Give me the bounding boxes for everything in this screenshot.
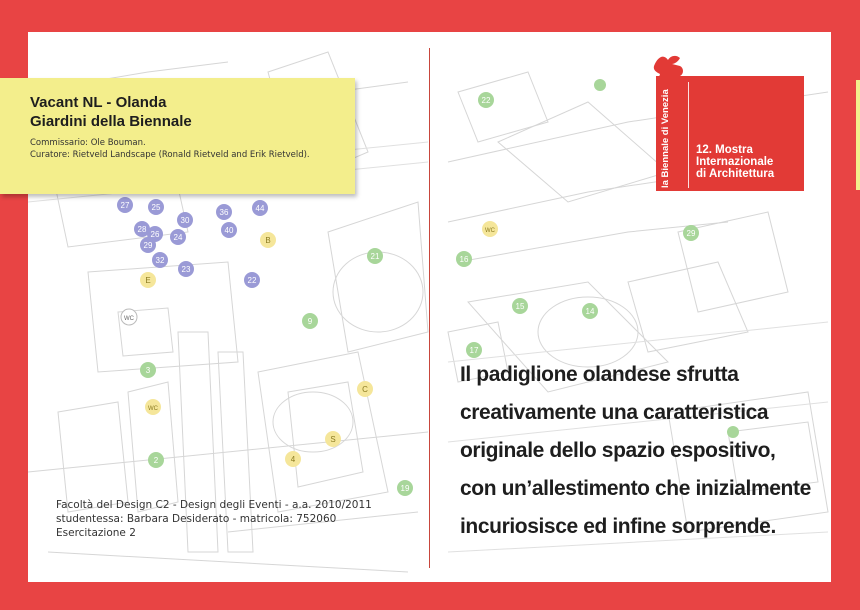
marker-21g [594, 79, 606, 91]
marker-32 [152, 252, 168, 268]
marker-24 [170, 229, 186, 245]
marker-23 [178, 261, 194, 277]
marker-30 [177, 212, 193, 228]
pavilion-title: Vacant NL - Olanda [30, 94, 167, 111]
marker-9 [302, 313, 318, 329]
curatore-text: Curatore: Rietveld Landscape (Ronald Rietveld and Erik Rietveld). [30, 150, 310, 160]
svg-text:26: 26 [150, 230, 160, 239]
svg-text:E: E [145, 276, 151, 285]
svg-text:WC: WC [148, 406, 158, 412]
marker-14 [582, 303, 598, 319]
svg-text:29: 29 [143, 241, 153, 250]
quote-line-2: creativamente una caratteristica [460, 401, 769, 424]
wc-markers [121, 309, 137, 325]
credits-student: studentessa: Barbara Desiderato - matricola: 752060 [56, 513, 337, 525]
marker-25 [148, 199, 164, 215]
marker-40 [221, 222, 237, 238]
svg-text:23: 23 [181, 265, 191, 274]
marker-27 [117, 197, 133, 213]
marker-36 [216, 204, 232, 220]
purple-markers [117, 197, 271, 288]
svg-text:B: B [265, 236, 271, 245]
svg-text:15: 15 [515, 302, 525, 311]
credits-course: Facoltà del Design C2 - Design degli Eventi - a.a. 2010/2011 [56, 499, 372, 511]
marker-wc-1 [145, 399, 161, 415]
commissario-text: Commissario: Ole Bouman. [30, 138, 146, 148]
marker-29g [683, 225, 699, 241]
marker-22 [244, 272, 260, 288]
svg-text:32: 32 [155, 256, 165, 265]
biennale-line2: Internazionale [696, 156, 774, 168]
marker-wc-3 [121, 309, 137, 325]
svg-text:36: 36 [219, 208, 229, 217]
quote-line-5: incuriosisce ed infine sorprende. [460, 515, 776, 538]
svg-text:C: C [362, 385, 368, 394]
biennale-line3: di Architettura [696, 168, 775, 180]
marker-44 [252, 200, 268, 216]
svg-text:9: 9 [307, 317, 313, 326]
marker-4 [285, 451, 301, 467]
svg-text:WC: WC [485, 228, 495, 234]
svg-text:S: S [330, 435, 336, 444]
credits-exercise: Esercitazione 2 [56, 527, 136, 539]
svg-text:WC: WC [124, 316, 134, 322]
marker-E [140, 272, 156, 288]
svg-text:16: 16 [459, 255, 469, 264]
svg-text:29: 29 [686, 229, 696, 238]
svg-text:28: 28 [137, 225, 147, 234]
biennale-event-title [696, 144, 774, 180]
edge-tab [856, 80, 860, 190]
svg-text:27: 27 [120, 201, 130, 210]
biennale-logo-divider [688, 82, 689, 188]
pavilion-label [0, 78, 355, 194]
marker-21 [367, 248, 383, 264]
svg-text:25: 25 [151, 203, 161, 212]
quote-line-4: con un’allestimento che inizialmente [460, 477, 811, 500]
svg-text:44: 44 [255, 204, 265, 213]
marker-wc-2 [482, 221, 498, 237]
svg-text:30: 30 [180, 216, 190, 225]
biennale-vertical-text: la Biennale di Venezia [660, 89, 671, 188]
marker-16 [456, 251, 472, 267]
quote-line-3: originale dello spazio espositivo, [460, 439, 776, 462]
marker-3 [140, 362, 156, 378]
biennale-line1: 12. Mostra [696, 144, 753, 156]
center-divider [429, 48, 430, 568]
quote-line-1: Il padiglione olandese sfrutta [460, 363, 739, 386]
svg-text:4: 4 [290, 455, 296, 464]
svg-text:17: 17 [469, 346, 479, 355]
svg-text:21: 21 [370, 252, 380, 261]
marker-C [357, 381, 373, 397]
pavilion-location: Giardini della Biennale [30, 113, 192, 130]
svg-text:40: 40 [224, 226, 234, 235]
main-quote [460, 356, 830, 546]
marker-19 [397, 480, 413, 496]
yellow-markers [137, 221, 498, 467]
marker-15 [512, 298, 528, 314]
svg-text:22: 22 [247, 276, 257, 285]
svg-text:3: 3 [145, 366, 151, 375]
svg-text:19: 19 [400, 484, 410, 493]
marker-29 [140, 237, 156, 253]
svg-text:22: 22 [481, 96, 491, 105]
svg-text:2: 2 [153, 456, 159, 465]
svg-text:24: 24 [173, 233, 183, 242]
marker-22g [478, 92, 494, 108]
marker-2 [148, 452, 164, 468]
svg-text:14: 14 [585, 307, 595, 316]
credits [56, 498, 372, 540]
marker-S [325, 431, 341, 447]
marker-B [260, 232, 276, 248]
